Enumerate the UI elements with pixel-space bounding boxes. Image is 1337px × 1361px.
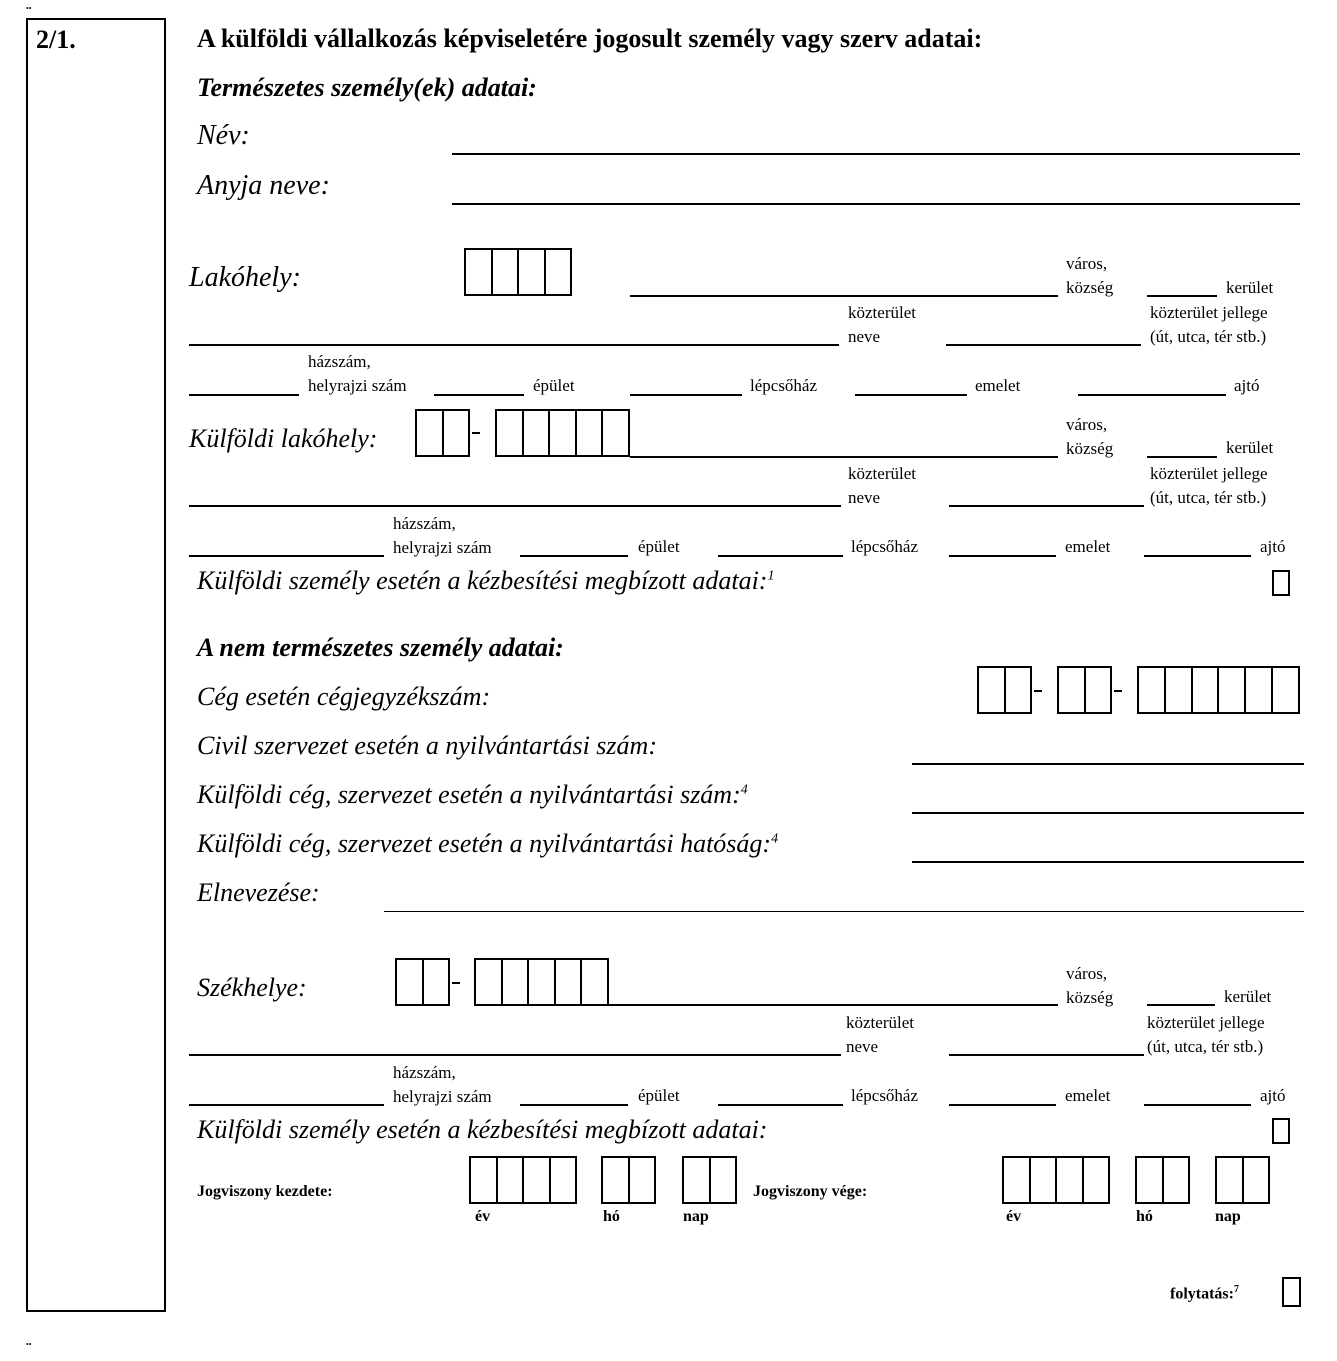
street-label: közterület neve [848,464,916,507]
end-year-label: év [1006,1208,1022,1225]
section-number: 2/1. [36,25,76,54]
building-label: épület [638,537,680,556]
foreign-house-field[interactable] [189,555,384,557]
district-label: kerület [1226,438,1274,457]
door-label: ajtó [1234,376,1260,395]
foreign-floor-field[interactable] [949,555,1056,557]
seat-postcode-boxes[interactable] [474,958,609,1006]
seat-label: Székhelye: [197,973,307,1002]
city-label: város, község [1066,964,1114,1007]
floor-label: emelet [1065,1086,1111,1105]
end-year-boxes[interactable] [1002,1156,1110,1204]
seat-country-code-boxes[interactable] [395,958,450,1006]
company-reg-label: Cég esetén cégjegyzékszám: [197,682,491,711]
residence-staircase-field[interactable] [630,394,742,396]
entity-name-label: Elnevezése: [197,878,320,907]
floor-label: emelet [1065,537,1111,556]
street-label: közterület neve [848,303,916,346]
name-field[interactable] [452,153,1300,155]
corner-mark-bottom: •• [26,1340,32,1349]
residence-building-field[interactable] [434,394,524,396]
building-label: épület [638,1086,680,1105]
city-label: város, község [1066,254,1114,297]
staircase-label: lépcsőház [851,537,919,556]
entity-name-field[interactable] [384,911,1304,912]
building-label: épület [533,376,575,395]
company-reg-boxes-1[interactable] [977,666,1032,714]
dash [1114,690,1122,692]
foreign-building-field[interactable] [520,555,628,557]
relation-end-label: Jogviszony vége: [753,1183,868,1200]
foreign-city-field[interactable] [630,456,1058,458]
end-month-boxes[interactable] [1135,1156,1190,1204]
district-label: kerület [1226,278,1274,297]
residence-city-field[interactable] [630,295,1058,297]
foreign-district-field[interactable] [1147,456,1217,458]
residence-street-type-field[interactable] [946,344,1141,346]
section-title: A külföldi vállalkozás képviseletére jogosult személy vagy szerv adatai: [197,24,983,53]
civil-org-label: Civil szervezet esetén a nyilvántartási szám: [197,731,657,760]
floor-label: emelet [975,376,1021,395]
seat-city-field[interactable] [609,1004,1058,1006]
staircase-label: lépcsőház [750,376,818,395]
house-label: házszám, helyrajzi szám [393,1063,492,1106]
start-month-label: hó [603,1208,620,1225]
name-label: Név: [197,120,250,151]
end-month-label: hó [1136,1208,1153,1225]
foreign-postcode-boxes[interactable] [495,409,630,457]
residence-postcode-boxes[interactable] [464,248,572,296]
corner-mark-top: •• [26,4,32,13]
seat-floor-field[interactable] [949,1104,1056,1106]
residence-door-field[interactable] [1078,394,1226,396]
start-month-boxes[interactable] [601,1156,656,1204]
foreign-country-code-boxes[interactable] [415,409,470,457]
foreign-street-type-field[interactable] [949,505,1144,507]
civil-org-number-field[interactable] [912,763,1304,765]
mother-name-field[interactable] [452,203,1300,205]
foreign-residence-label: Külföldi lakóhely: [189,424,378,453]
foreign-street-field[interactable] [189,505,841,507]
start-year-boxes[interactable] [469,1156,577,1204]
continuation-checkbox[interactable] [1282,1277,1301,1307]
foreign-reg-authority-label: Külföldi cég, szervezet esetén a nyilvántartási hatóság:$^4$ [197,829,779,858]
natural-person-heading: Természetes személy(ek) adatai: [197,73,537,102]
residence-house-field[interactable] [189,394,299,396]
district-label: kerület [1224,987,1272,1006]
legal-delivery-agent-label: Külföldi személy esetén a kézbesítési megbízott adatai: [197,1115,768,1144]
foreign-reg-authority-field[interactable] [912,861,1304,863]
seat-door-field[interactable] [1144,1104,1251,1106]
foreign-staircase-field[interactable] [718,555,843,557]
door-label: ajtó [1260,1086,1286,1105]
company-reg-boxes-3[interactable] [1137,666,1300,714]
residence-label: Lakóhely: [189,262,301,293]
seat-street-type-field[interactable] [949,1054,1144,1056]
foreign-reg-number-label: Külföldi cég, szervezet esetén a nyilvántartási szám:$^4$ [197,780,748,809]
door-label: ajtó [1260,537,1286,556]
seat-staircase-field[interactable] [718,1104,843,1106]
company-reg-boxes-2[interactable] [1057,666,1112,714]
foreign-reg-number-field[interactable] [912,812,1304,814]
start-day-label: nap [683,1208,709,1225]
house-label: házszám, helyrajzi szám [393,514,492,557]
legal-entity-heading: A nem természetes személy adatai: [197,633,564,662]
foreign-door-field[interactable] [1144,555,1251,557]
continuation-label: folytatás:$^7$ [1170,1284,1239,1303]
street-type-label: közterület jellege (út, utca, tér stb.) [1150,303,1268,346]
seat-house-field[interactable] [189,1104,384,1106]
delivery-agent-label: Külföldi személy esetén a kézbesítési megbízott adatai:$^1$ [197,566,775,595]
street-type-label: közterület jellege (út, utca, tér stb.) [1147,1013,1265,1056]
start-year-label: év [475,1208,491,1225]
end-day-boxes[interactable] [1215,1156,1270,1204]
delivery-agent-checkbox[interactable] [1272,570,1290,596]
dash [472,432,480,434]
staircase-label: lépcsőház [851,1086,919,1105]
seat-street-field[interactable] [189,1054,841,1056]
seat-building-field[interactable] [520,1104,628,1106]
legal-delivery-agent-checkbox[interactable] [1272,1118,1290,1144]
residence-floor-field[interactable] [855,394,967,396]
residence-street-field[interactable] [189,344,839,346]
relation-start-label: Jogviszony kezdete: [197,1183,333,1200]
street-label: közterület neve [846,1013,914,1056]
street-type-label: közterület jellege (út, utca, tér stb.) [1150,464,1268,507]
section-number-column [26,18,166,1312]
house-label: házszám, helyrajzi szám [308,352,407,395]
seat-district-field[interactable] [1147,1004,1215,1006]
residence-district-field[interactable] [1147,295,1217,297]
start-day-boxes[interactable] [682,1156,737,1204]
dash [1034,690,1042,692]
mother-name-label: Anyja neve: [197,170,330,201]
city-label: város, község [1066,415,1114,458]
dash [452,982,460,984]
end-day-label: nap [1215,1208,1241,1225]
